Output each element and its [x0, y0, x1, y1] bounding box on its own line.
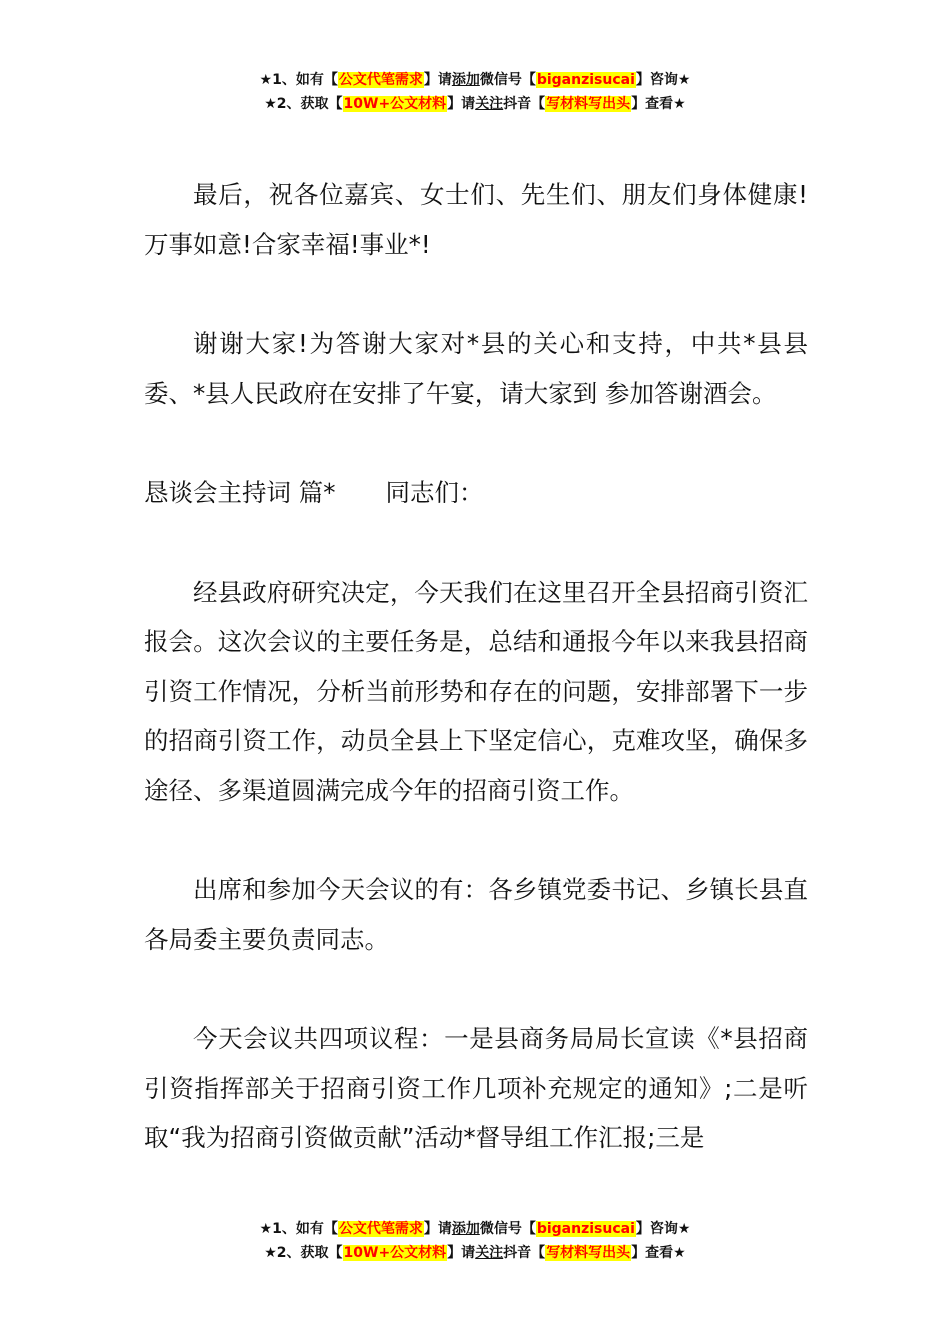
banner-line-2 [0, 1241, 950, 1265]
banner-text: ★1、如有【 [259, 72, 338, 88]
underline-follow: 关注 [475, 1245, 504, 1261]
highlight-wechat-id: biganzisucai [536, 1221, 635, 1237]
banner-text: 抖音【 [503, 1245, 546, 1261]
banner-text: 微信号【 [479, 1221, 536, 1237]
greeting: 同志们： [385, 478, 484, 507]
document-body [144, 170, 808, 1163]
banner-text: ★2、获取【 [264, 96, 343, 112]
banner-text: 】咨询★ [635, 72, 691, 88]
banner-text: 】查看★ [631, 96, 686, 112]
paragraph-closing-wishes: 最后，祝各位嘉宾、女士们、先生们、朋友们身体健康!万事如意!合家幸福!事业*! [144, 180, 808, 259]
banner-text: 】请 [423, 1221, 452, 1237]
section-heading [144, 468, 808, 518]
banner-text: 抖音【 [503, 96, 546, 112]
banner-text: 】查看★ [631, 1245, 686, 1261]
highlight-materials: 10W+公文材料 [343, 96, 447, 112]
underline-add: 添加 [451, 72, 480, 88]
section-title: 恳谈会主持词 篇* [144, 478, 336, 507]
paragraph-agenda: 今天会议共四项议程：一是县商务局局长宣读《*县招商引资指挥部关于招商引资工作几项补充规定的通知》;二是听取“我为招商引资做贡献”活动*督导组工作汇报;三是 [144, 1024, 808, 1152]
paragraph-attendees: 出席和参加今天会议的有：各乡镇党委书记、乡镇长县直各局委主要负责同志。 [144, 875, 808, 954]
highlight-wechat-id: biganzisucai [536, 72, 635, 88]
banner-text: 微信号【 [479, 72, 536, 88]
banner-text: 】请 [423, 72, 452, 88]
highlight-materials: 10W+公文材料 [343, 1245, 447, 1261]
banner-line-1 [0, 1217, 950, 1241]
paragraph-meeting-purpose: 经县政府研究决定，今天我们在这里召开全县招商引资汇报会。这次会议的主要任务是，总结和通报今年以来我县招商引资工作情况，分析当前形势和存在的问题，安排部署下一步的招商引资工作，动员全县上下坚定信心，克难攻坚，确保多途径、多渠道圆满完成今年的招商引资工作。 [144, 577, 808, 805]
banner-text: 】请 [447, 96, 476, 112]
highlight-douyin-account: 写材料写出头 [546, 1245, 631, 1261]
banner-text: 】咨询★ [635, 1221, 691, 1237]
underline-add: 添加 [451, 1221, 480, 1237]
banner-line-2 [0, 92, 950, 116]
banner-text: ★2、获取【 [264, 1245, 343, 1261]
underline-follow: 关注 [475, 96, 504, 112]
header-banner [0, 68, 950, 116]
highlight-service: 公文代笔需求 [338, 1221, 423, 1237]
highlight-service: 公文代笔需求 [338, 72, 423, 88]
banner-text: ★1、如有【 [259, 1221, 338, 1237]
footer-banner [0, 1217, 950, 1265]
highlight-douyin-account: 写材料写出头 [546, 96, 631, 112]
banner-text: 】请 [447, 1245, 476, 1261]
banner-line-1 [0, 68, 950, 92]
paragraph-thanks: 谢谢大家!为答谢大家对*县的关心和支持，中共*县县委、*县人民政府在安排了午宴，请大家到 参加答谢酒会。 [144, 329, 808, 408]
